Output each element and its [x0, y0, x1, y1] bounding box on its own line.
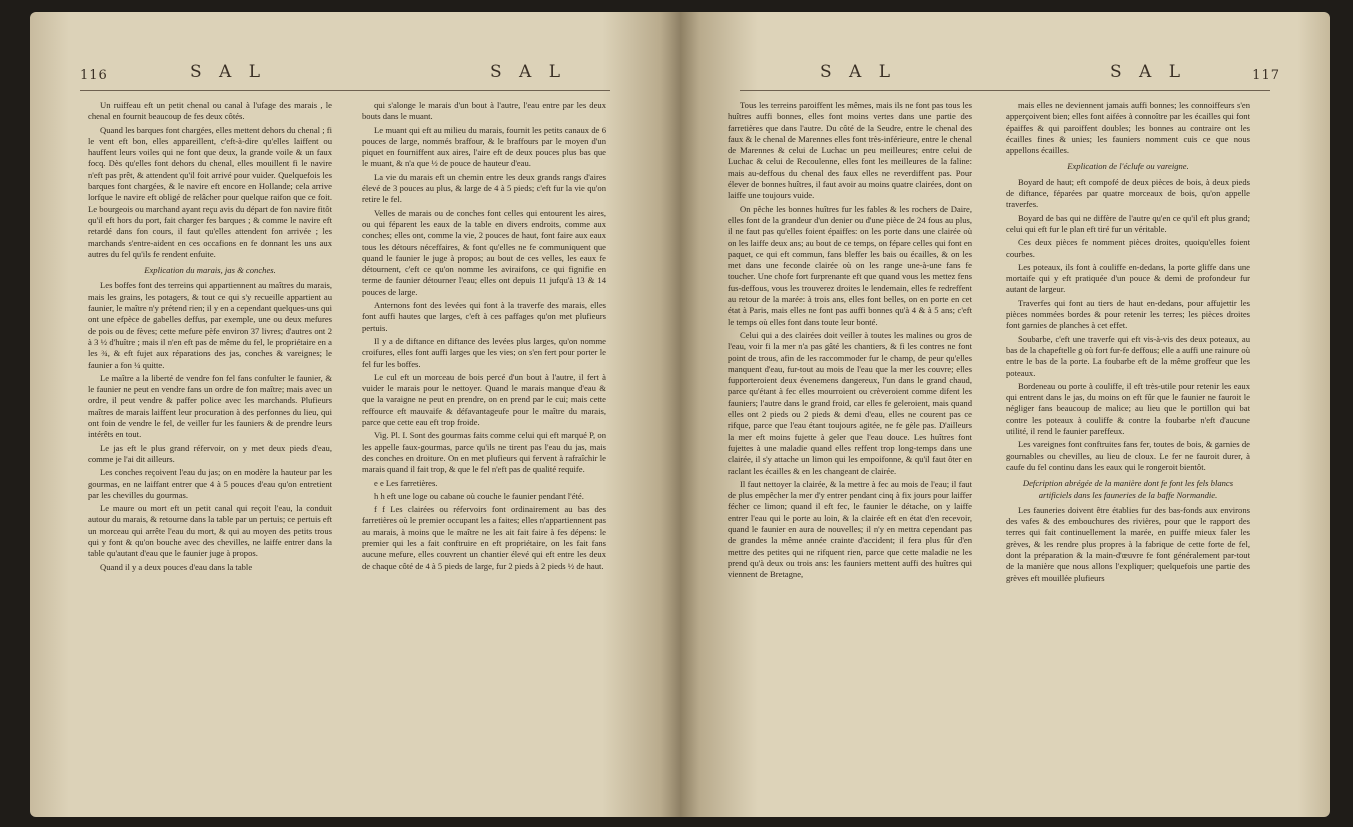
paragraph: Quand les barques font chargées, elles mettent dehors du chenal ; fi le vent eft bon, elles appareillent, c'eft-à-dire qu'elles laiffent ou hauffent leurs voiles qui ne font que deux, la grande voile & un faux focq. Dès qu'elles font dehors du chenal, elles mouillent fi le navire n'eft pas prêt, & attendent qu'il foit arrivé pour vuider. Quelquefois les barques font chargées, & le navire eft encore en Hollande; cela arrive lorfque le navire eft obligé de relâcher pour quelque raifon que ce foit. Le bourgeois ou marchand ayant reçu avis du départ de fon navire fitôt qu'il eft hors du port, fait charger fes barques ; & comme le navire eft retardé dans fon cours, il faut qu'elles attendent fon arrivée ; les marchands s'entre-aident en ces occafions en fe donnant les uns aux autres du fel qu'ils fe rendent enfuite. [88, 124, 332, 259]
paragraph: Le maître a la liberté de vendre fon fel fans confulter le faunier, & le faunier ne peut en vendre fans un ordre de fon maître; mais avec un ordre, il peut vendre & paffer police avec les marchands. Plufieurs maîtres de marais laiffent leur procuration à des perfonnes du lieu, qui ont foin de vendre le fel, de veiller fur les fauniers & de prendre leurs intérêts en tout. [88, 372, 332, 440]
paragraph: e e Les farretières. [374, 477, 438, 488]
paragraph: Il faut nettoyer la clairée, & la mettre à fec au mois de l'eau; il faut de plus empêcher la mer d'y entrer pendant cinq à fix jours pour laiffer fécher ce limon; quand il eft fec, le faunier le détache, on y laiffe entrer l'eau qui le porte au loin, & la clairée eft en état d'en recevoir, quand le faunier en aura de nouvelles; il n'y en mettra cependant pas de grandes la même année crainte d'accident; il fera plus fûr d'en mettre des petites qui ne rifquent rien, parce que cette maladie ne les prend qu'à deux ou trois ans: les fauniers mettent auffi des huîtres qui viennent de Bretagne, [728, 478, 972, 580]
paragraph: Il y a de diftance en diftance des levées plus larges, qu'on nomme croifures, elles font auffi larges que les vies; on s'en fert pour porter le fel fur les boffes. [362, 335, 606, 369]
right-page-column-2 [1006, 100, 1250, 790]
paragraph: Le maure ou mort eft un petit canal qui reçoit l'eau, la conduit autour du marais, & retourne dans la table par un pertuis; ce pertuis eft un morceau qui arrête l'eau du mort, & qui au moyen des petits trous qui y font & qu'on bouche avec des chevilles, ne laiffe entrer dans la table qu'autant d'eau que le faunier juge à propos. [88, 503, 332, 559]
paragraph: Les fauneries doivent être établies fur des bas-fonds aux environs des vafes & des embouchures des rivières, pour que le rapport des terres qui fait continuellement la marée, en puiffe mieux faler les grèves, & les rendre plus propres à la fabrique de cette forte de fel, dont la préparation & la main-d'œuvre fe font généralement par-tout de la manière que nous allons l'expliquer; quelquefois une partie des grèves eft mouillée plufieurs [1006, 504, 1250, 583]
paragraph: Explication de l'éclufe ou vareigne. [1067, 161, 1189, 172]
paragraph: Tous les terreins paroiffent les mêmes, mais ils ne font pas tous les huîtres auffi bonnes, elles font moins vertes dans une partie des farretières que dans l'autre. Du côté de la Seudre, entre le chenal des faux & le chenal de Marennes elles font très-inférieure, entre le chenal de Marennes & celui de Luchac un peu meilleures; entre celui de Luchac & celui de Recoulenne, elles font les meilleures de la faline: mais au-deffous du chenal des faux elles ne reverdiffent pas. Pour élever de bonnes huîtres, il faut avoir au moins quatre clairées, dont on laiffe une toujours vuide. [728, 100, 972, 201]
paragraph: Boyard de haut; eft compofé de deux pièces de bois, à deux pieds de diftance, féparées par quatre morceaux de bois, qu'on appelle traverfes. [1006, 176, 1250, 210]
right-page-header [730, 62, 1280, 88]
open-book [30, 12, 1330, 817]
paragraph: Defcription abrégée de la manière dont fe font les fels blancs artificiels dans les fauneries de la baffe Normandie. [1022, 478, 1234, 500]
right-page-column-1 [728, 100, 972, 790]
paragraph: Boyard de bas qui ne diffère de l'autre qu'en ce qu'il eft plus grand; celui qui eft fur le plan eft tiré fur un véritable. [1006, 212, 1250, 234]
paragraph: mais elles ne deviennent jamais auffi bonnes; les connoiffeurs s'en apperçoivent bien; elles font aifées à connoître par les écailles qui font épaiffes & qui paroiffent doubles; les bonnes au contraire ont les écailles fines & unies; les fauniers nomment cuis ce que nous appellons écailles. [1006, 100, 1250, 156]
paragraph: Celui qui a des clairées doit veiller à toutes les malines ou gros de l'eau, voir fi la mer n'a pas gâté les chantiers, & fi les contres ne font point de trous, afin de les raccommoder fur le champ, de peur qu'elles manquent d'eau, fur-tout au mois de l'eau que la mer les couvre; elles fupporteroient deux évenemens dangereux, l'un dans le grand chaud, parce qu'étant à fec elles mourroient ou crèveroient comme difent les fauniers; l'autre dans le grand froid, car elles fe geleroient, mais quand elles ont 2 pieds ou 2 pieds & demi d'eau, elles ne courent pas ce rifque, parce que l'eau étant toujours agitée, ne fe gèle pas. D'ailleurs la mer eft moins fujette à geler que l'eau douce. Les huîtres font fujettes à une maladie quand elles reffent trop long-temps dans une clairée, il s'y attache un limon qui les empoifonne, & qu'il faut ôter en raclant les écailles & en les changeant de clairée. [728, 329, 972, 476]
header-rule [740, 90, 1270, 91]
paragraph: Traverfes qui font au tiers de haut en-dedans, pour affujettir les pièces nommées bordes & pour retenir les terres; les pièces droites font garnies de planches à cet effet. [1006, 297, 1250, 331]
paragraph: Les boffes font des terreins qui appartiennent au maîtres du marais, mais les grains, les potagers, & tout ce qui s'y recueille appartient au faunier, le maître n'y prétend rien; il y en a cependant quelques-uns qui ont une efpèce de gabelles deffus, par exemple, une ou deux mefures de pois ou de fèves; cette mefure pèfe environ 37 livres; d'autres ont 2 à 3 ½ d'huître ; mais il n'en eft pas de même du fel, le propriétaire en a les ¾, & eft fujet aux réparations des jas, conches & vareignes; le faunier a fon ¼ quitte. [88, 280, 332, 370]
paragraph: Quand il y a deux pouces d'eau dans la table [100, 561, 253, 572]
left-page-header [80, 62, 630, 88]
paragraph: qui s'alonge le marais d'un bout à l'autre, l'eau entre par les deux bouts dans le muant. [362, 100, 606, 122]
paragraph: f f Les clairées ou réfervoirs font ordinairement au bas des farretières où le premier occupant les a faites; elles n'appartiennent pas au marais, à moins que le maître ne les ait fait faire à fes dépens: le premier qui les a fait conftruire en eft propriétaire, on les fait fans aucune mefure, elles couvrent un chantier élevé qui eft entre les deux de chaque côté de 4 à 5 pieds de large, fur 2 pieds à 2 pieds ½ de haut. [362, 504, 606, 571]
header-rule [80, 90, 610, 91]
running-head: S A L [820, 62, 897, 82]
left-page-column-2 [362, 100, 606, 790]
paragraph: Bordeneau ou porte à couliffe, il eft très-utile pour retenir les eaux qui entrent dans le jas, du moins on eft fûr que le faunier ne fauroit le négliger fans beaucoup de malice; au lieu que le portillon qui bat contre les poteaux à couliffe & contre la foubarbe n'eft d'aucune utilité, il rend le faunier pareffeux. [1006, 380, 1250, 437]
right-page [680, 12, 1330, 817]
paragraph: On pêche les bonnes huîtres fur les fables & les rochers de Daire, elles font de la grandeur d'un denier ou d'une pièce de 24 fous au plus, il ne faut pas qu'elles foient épaiffes: on les porte dans une clairée où on les laiffe deux ans; au bout de ce temps, on fépare celles qui font en paquet, ce qui eft commun, fans bleffer les bais ou écailles, & on les met dans une feconde clairée où on les range une-à-une fans fe toucher. Une chofe fort furprenante eft que quand vous les mettez fens fus-deffous, vous les trouverez droites le lendemain, elles fe redreffent au retour de la marée: à trois ans, elles font belles, on en porte en cet état à Paris, mais elles ne font pas auffi bonnes qu'à 4 & à 5 ans; c'eft le temps où elles font dans toute leur bonté. [728, 203, 972, 327]
page-number-right: 117 [1252, 68, 1280, 83]
paragraph: Explication du marais, jas & conches. [144, 265, 276, 276]
paragraph: Les conches reçoivent l'eau du jas; on en modère la hauteur par les gourmas, en ne laiffant entrer que 4 à 5 pouces d'eau qu'on entretient par les chevilles du gourmas. [88, 467, 332, 500]
paragraph: Le jas eft le plus grand réfervoir, on y met deux pieds d'eau, comme je l'ai dit ailleurs. [88, 442, 332, 464]
paragraph: Ces deux pièces fe nomment pièces droites, quoiqu'elles foient courbes. [1006, 237, 1250, 259]
paragraph: Les poteaux, ils font à couliffe en-dedans, la porte gliffe dans une mortaife qui y eft pratiquée d'un pouce & demi de profondeur fur autant de largeur. [1006, 261, 1250, 295]
paragraph: La vie du marais eft un chemin entre les deux grands rangs d'aires élevé de 3 pouces au plus, & large de 4 à 5 pieds; c'eft fur la vie qu'on retire le fel. [362, 171, 606, 205]
left-page-column-1 [88, 100, 332, 790]
paragraph: Les vareignes font conftruites fans fer, toutes de bois, & garnies de gournables ou chevilles, au lieu de cloux. Le fer ne fauroit durer, à caufe du fel continu dans les eaux qui le rongeroit bientôt. [1006, 439, 1250, 472]
paragraph: Soubarbe, c'eft une traverfe qui eft vis-à-vis des deux poteaux, au bas de la chapeftelle g où fort fur-fe deffous; elle a auffi une rainure où entre le bas de la porte. La foubarbe eft de la même groffeur que les poteaux. [1006, 333, 1250, 378]
paragraph: Anternons font des levées qui font à la traverfe des marais, elles font auffi hautes que larges, c'eft à ces paffages qu'on met plufieurs pertuis. [362, 300, 606, 333]
paragraph: Le cul eft un morceau de bois percé d'un bout à l'autre, il fert à vuider le marais pour le nettoyer. Quand le marais manque d'eau & que la varaigne ne peut en prendre, on en prend par le cui; mais cette reffource eft mauvaife & défavantageufe pour le maître du marais, parce que cette eau eft trop froide. [362, 371, 606, 428]
paragraph: Velles de marais ou de conches font celles qui entourent les aires, ou qui féparent les eaux de la table en divers endroits, comme aux conches; elles ont, comme la vie, 2 pouces de haut, font faire aux eaux tous les détours néceffaires, & font qu'elles ne fe communiquent que quand le faunier le juge à propos; au bout de ces velles, les eaux fe détournent, c'eft ce qu'on nomme les aviraifons, ce qui fignifie en terme de faunier détourner l'eau; elles ont depuis 11 jufqu'à 13 & 14 pouces de large. [362, 207, 606, 297]
paragraph: h h eft une loge ou cabane où couche le faunier pendant l'été. [374, 490, 584, 501]
page-number-left: 116 [80, 68, 108, 83]
paragraph: Un ruiffeau eft un petit chenal ou canal à l'ufage des marais , le chenal en fournit beaucoup de fes deux côtés. [88, 100, 332, 122]
paragraph: Le muant qui eft au milieu du marais, fournit les petits canaux de 6 pouces de large, nommés braffour, & le braffours par le moyen d'un piquet en fourniffent aux aires, l'aire eft de deux pouces plus bas que le muant, & n'a que ½ de pouce de hauteur d'eau. [362, 124, 606, 169]
left-page [30, 12, 680, 817]
running-head: S A L [190, 62, 267, 82]
paragraph: Vig. Pl. I. Sont des gourmas faits comme celui qui eft marqué P, on les appelle faux-gourmas, parce qu'ils ne tirent pas l'eau du jas, mais des conches en droiture. On en met plufieurs qui fervent à rafraîchir le marais quand il fait trop, & que le fel n'eft pas de qualité requife. [362, 430, 606, 475]
running-head: S A L [490, 62, 567, 82]
running-head: S A L [1110, 62, 1187, 82]
